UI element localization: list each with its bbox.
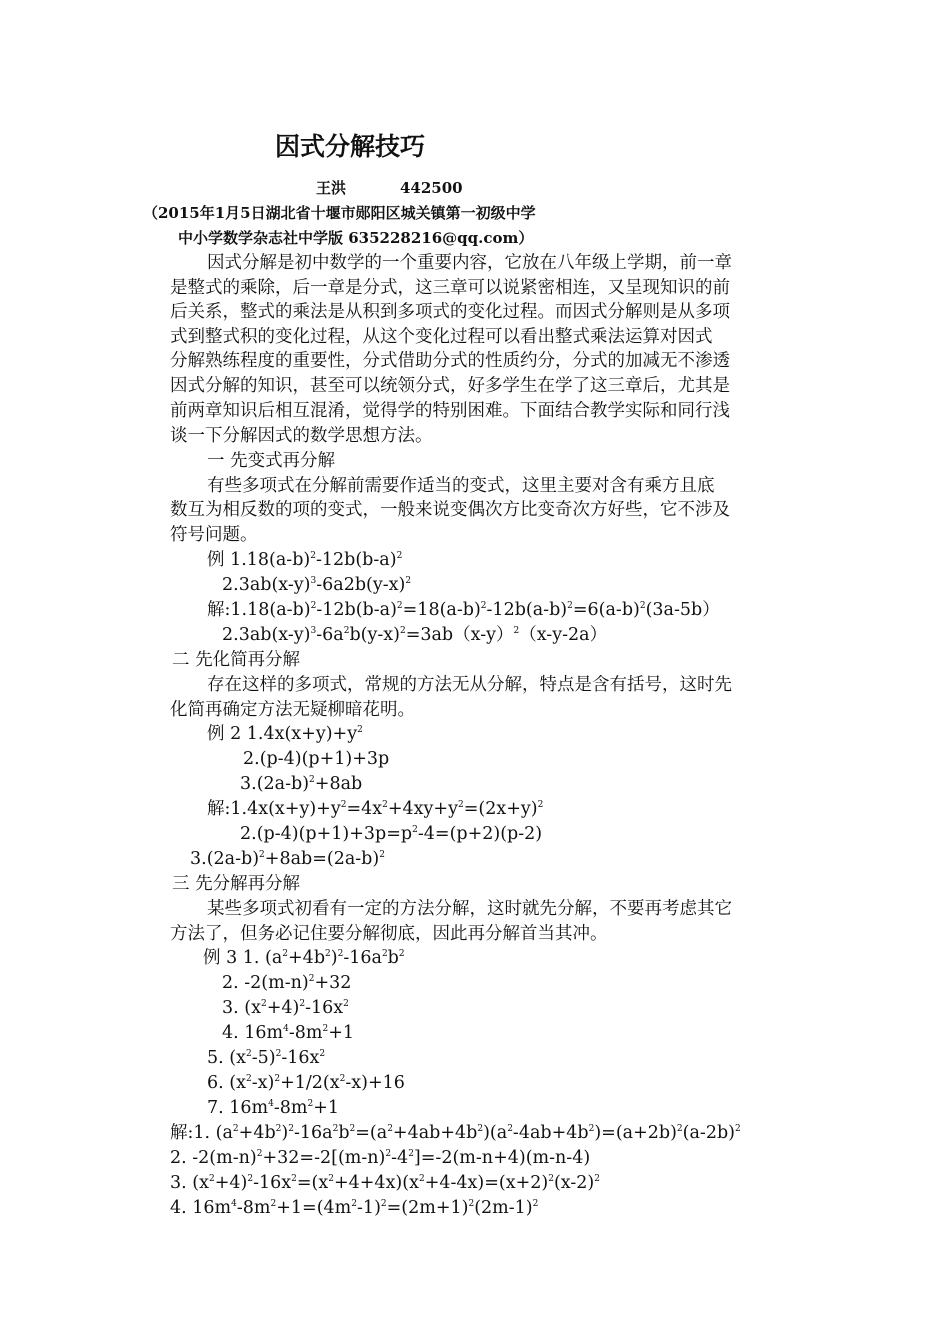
solution-line: 解:1. $(a^2+4b^2)^2-16a^2b^2=(a^2+4ab+4b^2)(a^2-4ab+4b^2)=(a+2b)^2(a-2b)^2$	[170, 1123, 741, 1143]
example-line: 例 2 $1.4x(x+y)+y^2$	[207, 724, 363, 744]
paragraph-line: 因式分解的知识，甚至可以统领分式，好多学生在学了这三章后，尤其是	[170, 376, 730, 396]
example-line: 7. $16m^4-8m^2+1$	[207, 1098, 340, 1118]
paragraph-line: 谈一下分解因式的数学思想方法。	[170, 426, 433, 446]
solution-line: $2.(p-4)(p+1)+3p=p^2-4=(p+2)(p-2)$	[240, 824, 543, 844]
paragraph-line: 前两章知识后相互混淆，觉得学的特别困难。下面结合教学实际和同行浅	[170, 401, 730, 421]
affiliation-line: （2015年1月5日湖北省十堰市郧阳区城关镇第一初级中学	[143, 204, 536, 222]
solution-line: $2.3ab(x-y)^3-6a^2b(y-x)^2=3ab(x-y)^2(x-y-2a)$	[222, 625, 608, 645]
paragraph-line: 有些多项式在分解前需要作适当的变式，这里主要对含有乘方且底	[207, 476, 715, 496]
author-name: 王洪	[316, 179, 347, 197]
solution-line: 4. $16m^4-8m^2+1=(4m^2-1)^2=(2m+1)^2(2m-1)^2$	[170, 1198, 539, 1218]
solution-line: 3. $(x^2+4)^2-16x^2=(x^2+4+4x)(x^2+4-4x)=(x+2)^2(x-2)^2$	[170, 1173, 600, 1193]
paragraph-line: 是整式的乘除，后一章是分式，这三章可以说紧密相连，又呈现知识的前	[170, 278, 730, 298]
solution-line: 2. $-2(m-n)^2+32=-2[(m-n)^2-4^2]=-2(m-n+4)(m-n-4)$	[170, 1148, 591, 1168]
example-line: $3.(2a-b)^2+8ab$	[240, 774, 363, 794]
example-line: 3. $(x^2+4)^2-16x^2$	[222, 998, 349, 1018]
paragraph-line: 式到整式积的变化过程，从这个变化过程可以看出整式乘法运算对因式	[170, 327, 713, 347]
section-heading: 二 先化简再分解	[172, 650, 301, 670]
paragraph-line: 数互为相反数的项的变式，一般来说变偶次方比变奇次方好些，它不涉及	[170, 500, 730, 520]
section-heading: 三 先分解再分解	[172, 874, 301, 894]
example-line: 4. $16m^4-8m^2+1$	[222, 1023, 355, 1043]
postcode: 442500	[400, 179, 463, 197]
example-line: 例 $1.18(a-b)^2-12b(b-a)^2$	[207, 550, 403, 570]
solution-line: 解$:1.18(a-b)^2-12b(b-a)^2=18(a-b)^2-12b(a-b)^2=6(a-b)^2(3a-5b)$	[207, 600, 720, 620]
paragraph-line: 化简再确定方法无疑柳暗花明。	[170, 700, 415, 720]
paragraph-line: 存在这样的多项式，常规的方法无从分解，特点是含有括号，这时先	[207, 675, 732, 695]
example-line: $2.3ab(x-y)^3-6a2b(y-x)^2$	[222, 575, 412, 595]
example-line: 5. $(x^2-5)^2-16x^2$	[207, 1048, 326, 1068]
paragraph-line: 方法了，但务必记住要分解彻底，因此再分解首当其冲。	[170, 924, 608, 944]
affiliation-line: 中小学数学杂志社中学版 635228216@qq.com）	[178, 229, 534, 247]
paragraph-line: 后关系，整式的乘法是从积到多项式的变化过程。而因式分解则是从多项	[170, 302, 730, 322]
solution-line: $3.(2a-b)^2+8ab=(2a-b)^2$	[190, 849, 385, 869]
example-line: 2.(p-4)(p+1)+3p	[243, 749, 390, 769]
paragraph-line: 符号问题。	[170, 525, 258, 545]
document-title: 因式分解技巧	[275, 132, 426, 161]
paragraph-line: 因式分解是初中数学的一个重要内容，它放在八年级上学期，前一章	[207, 253, 732, 273]
solution-line: 解$:1.4x(x+y)+y^2=4x^2+4xy+y^2=(2x+y)^2$	[207, 799, 544, 819]
example-line: 6. $(x^2-x)^2+1/2(x^2-x)+16$	[207, 1073, 405, 1093]
paragraph-line: 某些多项式初看有一定的方法分解，这时就先分解，不要再考虑其它	[207, 899, 732, 919]
paragraph-line: 分解熟练程度的重要性，分式借助分式的性质约分，分式的加减无不渗透	[170, 351, 730, 371]
section-heading: 一 先变式再分解	[207, 451, 336, 471]
example-line: 例 3 1. $(a^2+4b^2)^2-16a^2b^2$	[203, 948, 405, 968]
example-line: 2. $-2(m-n)^2+32$	[222, 973, 352, 993]
